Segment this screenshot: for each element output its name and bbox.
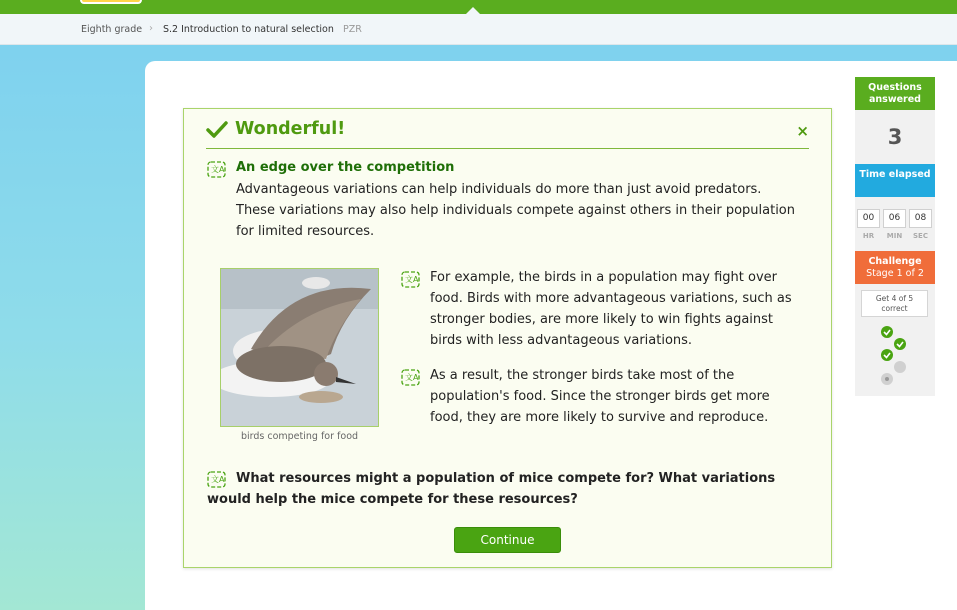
questions-answered-value: 3 [855,110,935,164]
svg-text:文A: 文A [405,275,419,284]
time-elapsed-label: Time elapsed [855,164,935,197]
challenge-goal: Get 4 of 5 correct [861,290,928,317]
breadcrumb-skill: S.2 Introduction to natural selection [163,24,334,35]
challenge-body [855,284,935,396]
paragraph-2: As a result, the stronger birds take most of the population's food. Since the stronger birds get more food, they are more likely to survive and reproduce. [430,368,770,425]
continue-button[interactable]: Continue [454,527,561,553]
timer-seconds-unit: SEC [913,232,928,240]
breadcrumb-grade-link[interactable]: Eighth grade [81,24,143,35]
skill-code: PZR [343,24,362,35]
timer-minutes: 06 [883,209,906,228]
timer-seconds: 08 [909,209,932,228]
chevron-right-icon: › [149,23,153,34]
birds-photo [220,268,379,427]
translate-icon[interactable] [401,369,420,386]
challenge-stage: Stage 1 of 2 [866,268,924,279]
breadcrumb [0,14,957,45]
paragraph-1: For example, the birds in a population may fight over food. Birds with more advantageous variations, such as stronger bodies, are more likely to win fights against birds with less advantageous variations. [430,270,792,348]
translate-icon[interactable] [401,271,420,288]
feedback-header [206,119,809,149]
feedback-title: Wonderful! [235,119,346,139]
svg-text:文A: 文A [211,165,225,174]
section-heading: An edge over the competition [236,160,455,175]
challenge-header [855,251,935,284]
questions-answered-label: Questions answered [855,77,935,110]
close-icon[interactable]: × [796,122,809,140]
image-caption: birds competing for food [240,431,359,442]
challenge-label: Challenge [868,256,922,267]
svg-text:文A: 文A [405,373,419,382]
active-nav-caret-icon [466,7,480,14]
translate-icon[interactable] [207,161,226,178]
timer-hours: 00 [857,209,880,228]
checkmark-icon [206,119,228,141]
question-text: What resources might a population of mice compete for? What variations would help the mice compete for these resources? [207,471,776,507]
svg-text:文A: 文A [211,475,225,484]
challenge-progress-dots [879,324,909,394]
feedback-panel [183,108,832,568]
timer-minutes-unit: MIN [886,232,903,240]
intro-text: Advantageous variations can help individuals do more than just avoid predators. These variations may also help individuals compete against others in their population for limited resources. [236,182,795,239]
timer-hours-unit: HR [862,232,875,240]
timer[interactable] [855,197,935,251]
top-nav-bar [0,0,957,14]
ixl-logo[interactable] [80,0,142,4]
